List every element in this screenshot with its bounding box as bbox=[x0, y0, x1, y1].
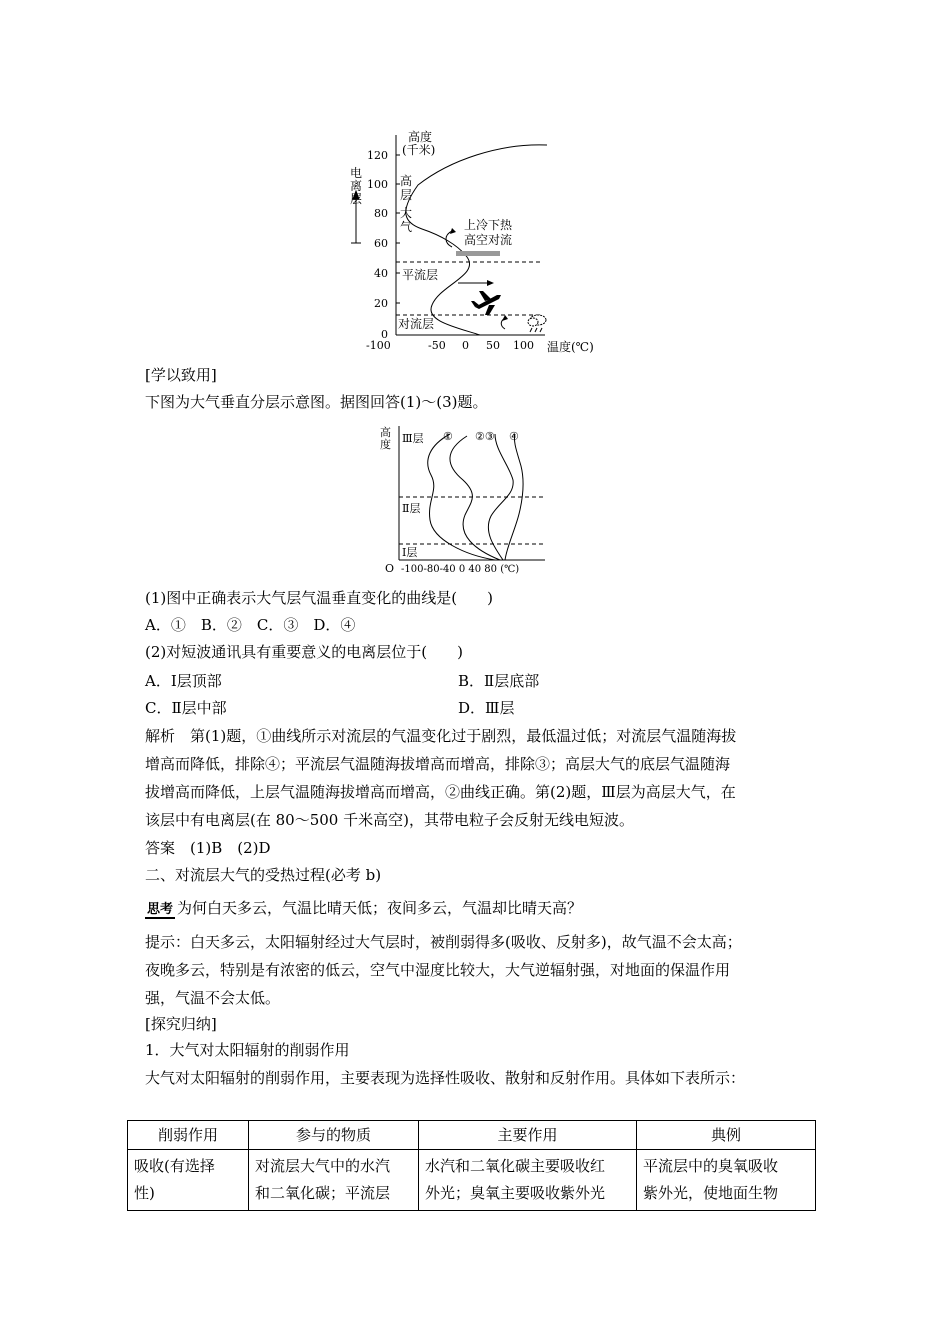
table-header: 主要作用 bbox=[419, 1121, 637, 1150]
x-tick: 0 bbox=[462, 339, 469, 352]
section-2-title: 二、对流层大气的受热过程(必考 b) bbox=[145, 866, 382, 884]
option-a: A．Ⅰ层顶部 bbox=[145, 672, 222, 690]
x-ticks: -100-80-40 0 40 80 (℃) bbox=[401, 564, 520, 575]
question-1: (1)图中正确表示大气层气温垂直变化的曲线是( ) bbox=[145, 589, 493, 607]
curve-label-4: ④ bbox=[509, 430, 519, 443]
section-practice: [学以致用] bbox=[145, 366, 217, 384]
airplane-icon bbox=[471, 291, 501, 315]
table-header-row bbox=[128, 1121, 816, 1150]
y-axis-title: 高 bbox=[380, 426, 391, 439]
x-tick: 50 bbox=[486, 339, 500, 352]
table-cell bbox=[637, 1150, 816, 1211]
point-1-text: 大气对太阳辐射的削弱作用，主要表现为选择性吸收、散射和反射作用。具体如下表所示： bbox=[145, 1069, 746, 1087]
think-badge: 思考 bbox=[147, 902, 174, 917]
stratosphere-label: 平流层 bbox=[402, 268, 439, 282]
cell-line: 外光；臭氧主要吸收紫外光 bbox=[425, 1184, 606, 1202]
think-question-line bbox=[145, 898, 582, 919]
hint-line: 强，气温不会太低。 bbox=[145, 989, 281, 1007]
analysis-line: 拔增高而降低，上层气温随海拔增高而增高，②曲线正确。第(2)题，Ⅲ层为高层大气，在 bbox=[145, 783, 736, 801]
atmosphere-temperature-diagram bbox=[340, 125, 620, 355]
option-b: B．Ⅱ层底部 bbox=[458, 672, 540, 690]
point-1-title: 1．大气对太阳辐射的削弱作用 bbox=[145, 1041, 350, 1059]
option-d: D．Ⅲ层 bbox=[458, 699, 515, 717]
y-tick: 120 bbox=[367, 149, 388, 162]
cell-line: 对流层大气中的水汽 bbox=[255, 1157, 391, 1175]
question-2: (2)对短波通讯具有重要意义的电离层位于( ) bbox=[145, 643, 463, 661]
hint-line: 提示：白天多云，太阳辐射经过大气层时，被削弱得多(吸收、反射多)，故气温不会太高； bbox=[145, 933, 742, 951]
option-c: C．Ⅱ层中部 bbox=[145, 699, 227, 717]
table-cell bbox=[128, 1150, 249, 1211]
upper-atmosphere-label: 大 bbox=[400, 206, 413, 220]
analysis-line: 解析 第(1)题，①曲线所示对流层的气温变化过于剧烈，最低温过低；对流层气温随海拔 bbox=[145, 727, 737, 745]
y-tick: 0 bbox=[381, 328, 388, 341]
intro-text: 下图为大气垂直分层示意图。据图回答(1)～(3)题。 bbox=[145, 393, 488, 411]
cell-line: 水汽和二氧化碳主要吸收红 bbox=[425, 1157, 606, 1175]
y-tick: 40 bbox=[374, 267, 388, 280]
cell-line: 吸收(有选择 bbox=[134, 1157, 215, 1175]
cell-line: 性) bbox=[134, 1184, 155, 1202]
convection-label: 高空对流 bbox=[464, 233, 513, 247]
hint-line: 夜晚多云，特别是有浓密的低云，空气中湿度比较大，大气逆辐射强，对地面的保温作用 bbox=[145, 961, 731, 979]
curve-label-1: ① bbox=[443, 430, 453, 443]
y-tick: 60 bbox=[374, 237, 388, 250]
table-cell bbox=[419, 1150, 637, 1211]
cell-line: 紫外光，使地面生物 bbox=[643, 1184, 779, 1202]
cell-line: 平流层中的臭氧吸收 bbox=[643, 1157, 779, 1175]
ionosphere-label: 电 bbox=[350, 166, 363, 180]
x-tick: -50 bbox=[428, 339, 446, 352]
y-tick: 80 bbox=[374, 207, 388, 220]
x-axis-title: 温度(℃) bbox=[547, 340, 594, 354]
table-row bbox=[128, 1150, 816, 1211]
think-question: 为何白天多云，气温比晴天低；夜间多云，气温却比晴天高？ bbox=[177, 899, 583, 917]
rain-cloud-icon bbox=[528, 315, 546, 332]
y-axis-title: 高度 bbox=[408, 130, 433, 144]
curve-label-23: ②③ bbox=[475, 430, 495, 443]
upper-atmosphere-label: 高 bbox=[400, 174, 413, 188]
analysis-line: 该层中有电离层(在 80～500 千米高空)，其带电粒子会反射无线电短波。 bbox=[145, 811, 634, 829]
ionosphere-label: 离 bbox=[350, 179, 363, 193]
section-inquiry: [探究归纳] bbox=[145, 1015, 217, 1033]
y-tick: 20 bbox=[374, 297, 388, 310]
convection-label: 上冷下热 bbox=[464, 218, 513, 232]
answer: 答案 (1)B (2)D bbox=[145, 839, 271, 857]
question-1-options: A．① B．② C．③ D．④ bbox=[145, 616, 356, 634]
ionosphere-label: 层 bbox=[350, 192, 363, 206]
table-header: 削弱作用 bbox=[128, 1121, 249, 1150]
x-tick: 100 bbox=[513, 339, 534, 352]
table-cell bbox=[249, 1150, 419, 1211]
table-header: 典例 bbox=[637, 1121, 816, 1150]
y-axis-unit: (千米) bbox=[402, 143, 436, 157]
vertical-layer-diagram bbox=[375, 420, 595, 580]
upper-atmosphere-label: 层 bbox=[400, 188, 413, 202]
y-axis-title: 度 bbox=[380, 438, 391, 451]
troposphere-label: 对流层 bbox=[398, 317, 435, 331]
upper-atmosphere-label: 气 bbox=[400, 220, 413, 234]
layer-1-label: Ⅰ层 bbox=[402, 546, 418, 559]
table-header: 参与的物质 bbox=[249, 1121, 419, 1150]
analysis-line: 增高而降低，排除④；平流层气温随海拔增高而增高，排除③；高层大气的底层气温随海 bbox=[145, 755, 731, 773]
weakening-table bbox=[127, 1120, 816, 1211]
cell-line: 和二氧化碳；平流层 bbox=[255, 1184, 391, 1202]
origin-label: O bbox=[385, 562, 395, 575]
layer-2-label: Ⅱ层 bbox=[402, 502, 421, 515]
x-tick: -100 bbox=[366, 339, 391, 352]
y-tick: 100 bbox=[367, 178, 388, 191]
layer-3-label: Ⅲ层 bbox=[402, 432, 424, 445]
